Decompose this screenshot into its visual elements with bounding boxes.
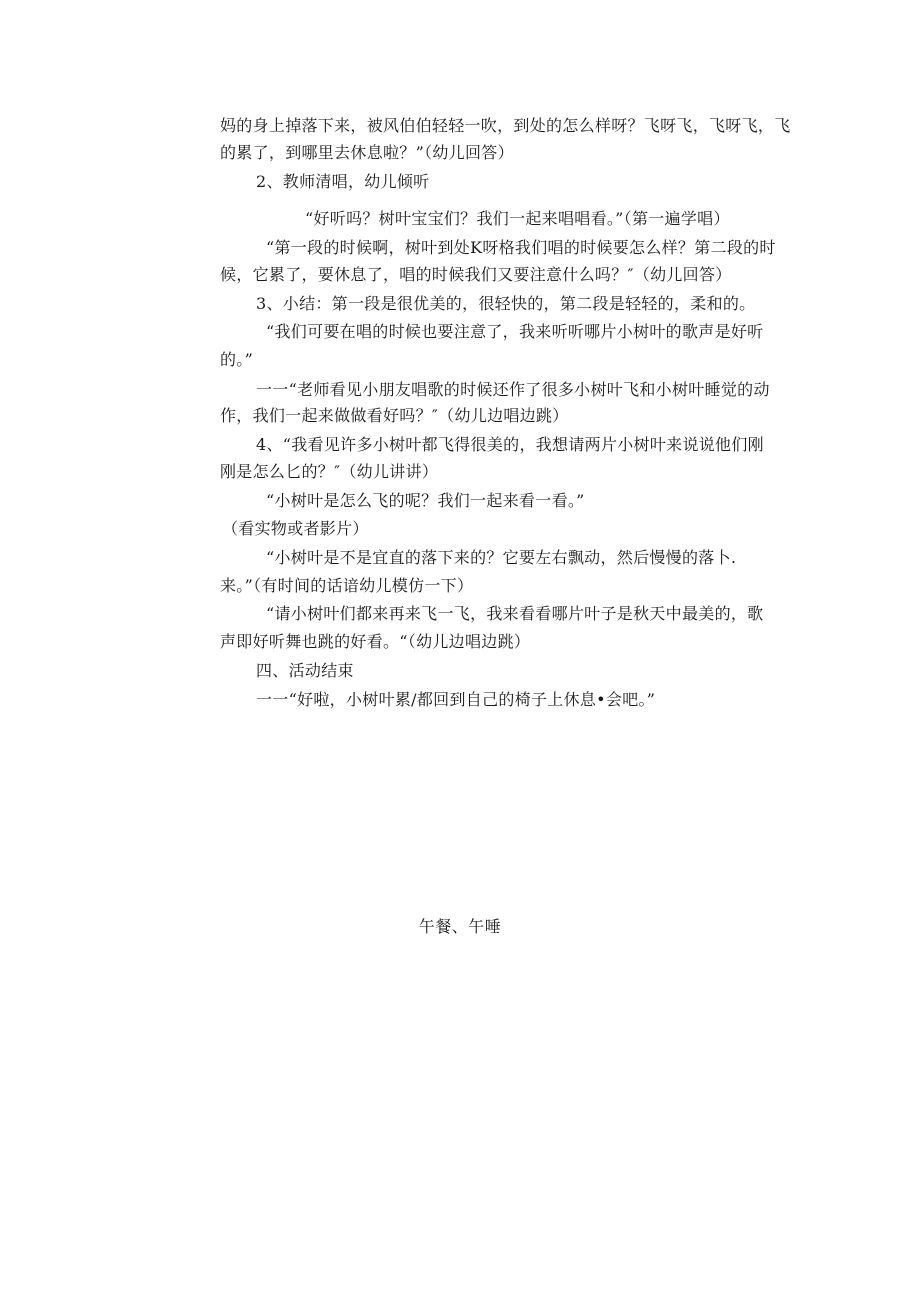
text-line: 一一“好啦，小树叶累/都回到自己的椅子上休息•会吧。”: [256, 690, 656, 709]
text-line: “好听吗？树叶宝宝们？我们一起来唱唱看。”（第一遍学唱）: [305, 209, 730, 228]
text-line: “我们可要在唱的时候也要注意了，我来听听哪片小树叶的歌声是好听: [266, 322, 764, 341]
text-line: 的累了，到哪里去休息啦？”（幼儿回答）: [220, 143, 514, 162]
text-line: “小树叶是怎么飞的呢？我们一起来看一看。”: [266, 491, 585, 510]
text-line: 声即好听舞也跳的好看。“（幼儿边唱边跳）: [220, 632, 531, 651]
text-line: 的。”: [220, 350, 254, 369]
text-line: （看实物或者影片）: [222, 519, 369, 538]
text-line: “请小树叶们都来再来飞一飞，我来看看哪片叶子是秋天中最美的，歌: [266, 604, 764, 623]
section-heading: 4、“我看见许多小树叶都飞得很美的，我想请两片小树叶来说说他们刚: [256, 435, 764, 454]
text-line: 一一“老师看见小朋友唱歌的时候还作了很多小树叶飞和小树叶睡觉的动: [256, 380, 770, 399]
text-line: 作，我们一起来做做看好吗？″（幼儿边唱边跳）: [220, 406, 569, 425]
section-heading: 四、活动结束: [256, 661, 354, 680]
text-line: “第一段的时候啊，树叶到处K呀格我们唱的时候要怎么样？第二段的时: [266, 238, 776, 257]
footer-title: 午餐、午唾: [418, 917, 502, 936]
section-heading: 2、教师清唱，幼儿倾听: [256, 172, 430, 191]
text-line: “小树叶是不是宜直的落下来的？它要左右飘动，然后慢慢的落卜.: [266, 548, 737, 567]
section-heading: 3、小结：第一段是很优美的，很轻快的，第二段是轻轻的，柔和的。: [256, 294, 756, 313]
text-line: 妈的身上掉落下来，被风伯伯轻轻一吹，到处的怎么样呀？飞呀飞，飞呀飞，飞: [220, 116, 791, 135]
text-line: 候，它累了，要休息了，唱的时候我们又要注意什么吗？″（幼儿回答）: [220, 265, 732, 284]
text-line: 刚是怎么匕的？″（幼儿讲讲）: [220, 462, 439, 481]
text-line: 来。”（有时间的话谙幼儿模仿一下）: [220, 576, 474, 595]
